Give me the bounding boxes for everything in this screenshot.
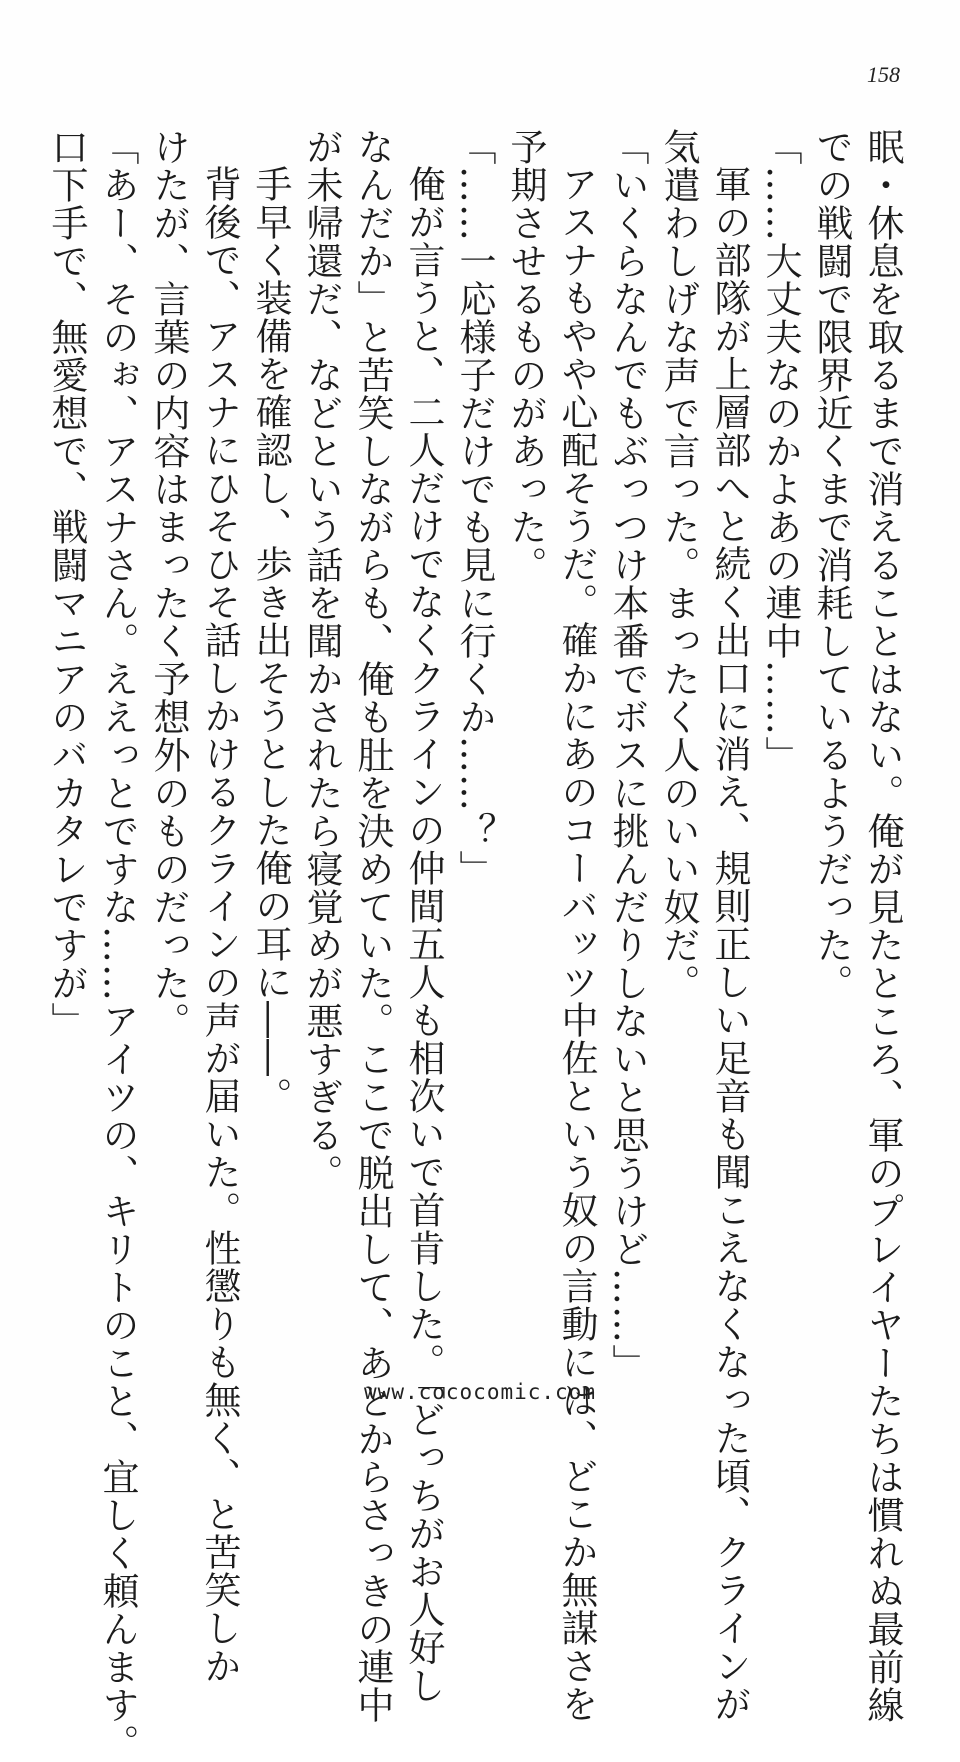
text-line: 口下手で、無愛想で、戦闘マニアのバカタレですが」 xyxy=(45,128,88,1040)
text-line: 背後で、アスナにひそひそ話しかけるクラインの声が届いた。性懲りも無く、と苦笑しか xyxy=(198,165,241,1685)
text-line: 軍の部隊が上層部へと続く出口に消え、規則正しい足音も聞こえなくなった頃、クラインが xyxy=(708,165,751,1723)
page-number: 158 xyxy=(867,62,900,87)
text-line: 手早く装備を確認し、歩き出そうとした俺の耳に――。 xyxy=(249,165,292,1115)
text-line: けたが、言葉の内容はまったく予想外のものだった。 xyxy=(147,128,190,1040)
site-watermark: www.cococomic.com xyxy=(364,1380,596,1404)
text-line: アスナもやや心配そうだ。確かにあのコーバッツ中佐という奴の言動には、どこか無謀さを xyxy=(555,165,598,1723)
text-line: 「いくらなんでもぶっつけ本番でボスに挑んだりしないと思うけど……」 xyxy=(606,128,649,1382)
text-line: 「……一応様子だけでも見に行くか……？」 xyxy=(453,128,496,888)
text-line: 「……大丈夫なのかよあの連中……」 xyxy=(759,128,802,774)
text-line: での戦闘で限界近くまで消耗しているようだった。 xyxy=(810,128,853,1002)
text-line: なんだか」と苦笑しながらも、俺も肚を決めていた。ここで脱出して、あとからさっきの連中 xyxy=(351,128,394,1724)
text-line: 俺が言うと、二人だけでなくクラインの仲間五人も相次いで首肯した。「どっちがお人好し xyxy=(402,165,445,1705)
text-line: 眠・休息を取るまで消えることはない。俺が見たところ、軍のプレイヤーたちは慣れぬ最前線 xyxy=(861,128,904,1724)
text-line: が未帰還だ、などという話を聞かされたら寝覚めが悪すぎる。 xyxy=(300,128,343,1192)
text-line: 「あー、そのぉ、アスナさん。ええっとですな……アイツの、キリトのこと、宜しく頼んます。 xyxy=(96,128,139,1762)
text-line: 予期させるものがあった。 xyxy=(504,128,547,584)
text-line: 気遣わしげな声で言った。まったく人のいい奴だ。 xyxy=(657,128,700,1002)
